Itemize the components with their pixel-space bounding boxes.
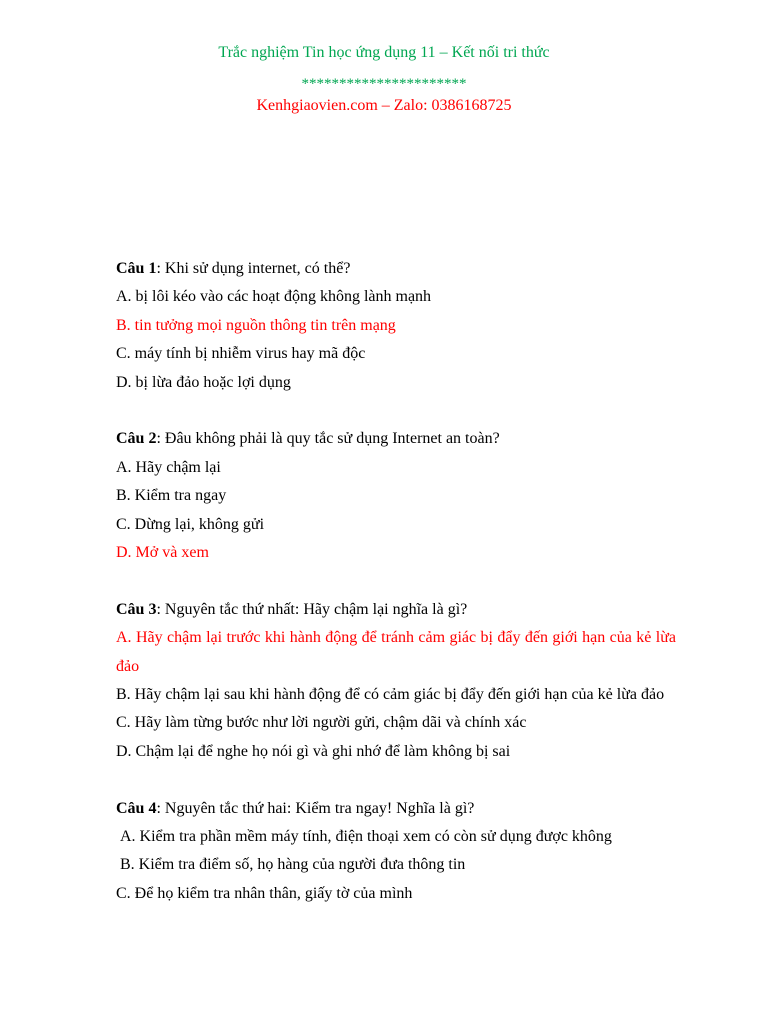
quiz-content xyxy=(116,255,676,937)
question-text: : Khi sử dụng internet, có thể? xyxy=(156,260,351,277)
question-3 xyxy=(116,596,676,766)
answer-option: D. bị lừa đảo hoặc lợi dụng xyxy=(116,373,291,391)
question-prompt xyxy=(116,255,676,283)
star-divider: ********************** xyxy=(301,76,467,92)
question-label: Câu 2 xyxy=(116,430,157,448)
site-contact: Kenhgiaovien.com – Zalo: 0386168725 xyxy=(256,97,512,114)
answer-option-correct: A. Hãy chậm lại trước khi hành động để tránh cảm giác bị đẩy đến giới hạn của kẻ lừa đảo xyxy=(116,629,676,675)
answer-option: B. Hãy chậm lại sau khi hành động để có cảm giác bị đẩy đến giới hạn của kẻ lừa đảo xyxy=(116,686,665,704)
question-prompt xyxy=(116,425,676,453)
question-1 xyxy=(116,255,676,397)
question-text: : Nguyên tắc thứ hai: Kiểm tra ngay! Nghĩa là gì? xyxy=(156,799,475,817)
question-prompt xyxy=(116,596,676,624)
answer-option: A. bị lôi kéo vào các hoạt động không lành mạnh xyxy=(116,288,432,306)
answer-option: B. Kiểm tra điểm số, họ hàng của người đưa thông tin xyxy=(120,856,466,874)
question-label: Câu 3 xyxy=(116,600,157,618)
question-label: Câu 1 xyxy=(116,260,157,277)
question-text: : Nguyên tắc thứ nhất: Hãy chậm lại nghĩa là gì? xyxy=(156,600,468,618)
question-text: : Đâu không phải là quy tắc sử dụng Internet an toàn? xyxy=(156,430,500,448)
question-label: Câu 4 xyxy=(116,799,157,817)
answer-option: C. Hãy làm từng bước như lời người gửi, chậm dãi và chính xác xyxy=(116,714,527,732)
answer-option: C. máy tính bị nhiễm virus hay mã độc xyxy=(116,345,366,363)
question-2 xyxy=(116,425,676,567)
answer-option: C. Dừng lại, không gửi xyxy=(116,515,265,533)
answer-option-correct: B. tin tưởng mọi nguồn thông tin trên mạng xyxy=(116,316,396,334)
answer-option: A. Kiểm tra phần mềm máy tính, điện thoại xem có còn sử dụng được không xyxy=(120,828,612,846)
question-prompt xyxy=(116,795,676,823)
answer-option: D. Chậm lại để nghe họ nói gì và ghi nhớ để làm không bị sai xyxy=(116,742,511,760)
answer-option: B. Kiểm tra ngay xyxy=(116,487,227,505)
answer-option: A. Hãy chậm lại xyxy=(116,458,221,476)
answer-option: C. Để họ kiểm tra nhân thân, giấy tờ của mình xyxy=(116,884,413,902)
question-4 xyxy=(116,795,676,909)
page-header xyxy=(0,42,768,117)
document-title: Trắc nghiệm Tin học ứng dụng 11 – Kết nối tri thức xyxy=(218,44,550,61)
answer-option-correct: D. Mở và xem xyxy=(116,544,209,562)
